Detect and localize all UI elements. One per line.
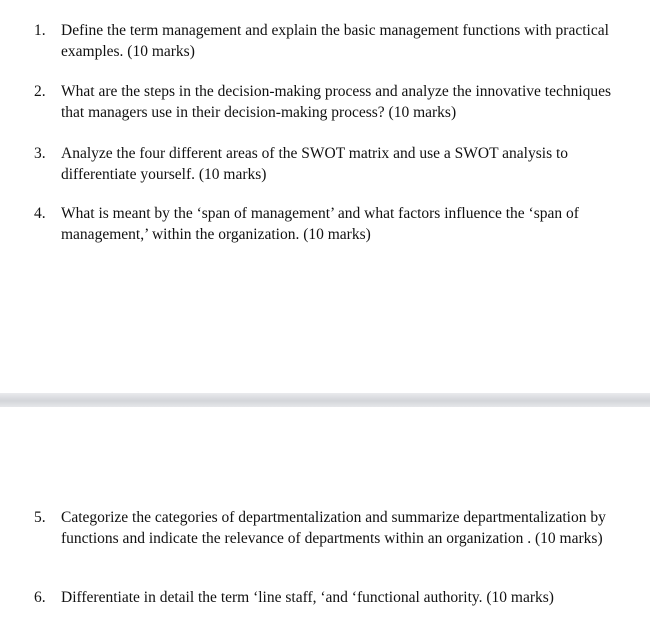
question-number: 2. [34,83,46,100]
question-text: Define the term management and explain the basic management functions with practical examples. (10 marks) [61,22,609,60]
question-number: 6. [34,589,46,606]
question-text: Differentiate in detail the term ‘line staff, ‘and ‘functional authority. (10 marks) [61,589,554,606]
question-text: What are the steps in the decision-making process and analyze the innovative techniques that managers use in their decision-making process? (10 marks) [61,83,612,121]
question-number: 5. [34,509,46,526]
document-page-2 [0,407,650,623]
question-number: 3. [34,145,46,162]
question-text: What is meant by the ‘span of management’ and what factors influence the ‘span of management,’ within the organization. (10 marks) [61,205,579,243]
question-text: Analyze the four different areas of the SWOT matrix and use a SWOT analysis to differentiate yourself. (10 marks) [61,145,569,183]
page-separator [0,393,650,407]
question-number: 1. [34,22,46,39]
question-number: 4. [34,205,46,222]
question-text: Categorize the categories of departmentalization and summarize departmentalization by functions and indicate the relevance of departments within an organization . (10 marks) [61,509,606,547]
